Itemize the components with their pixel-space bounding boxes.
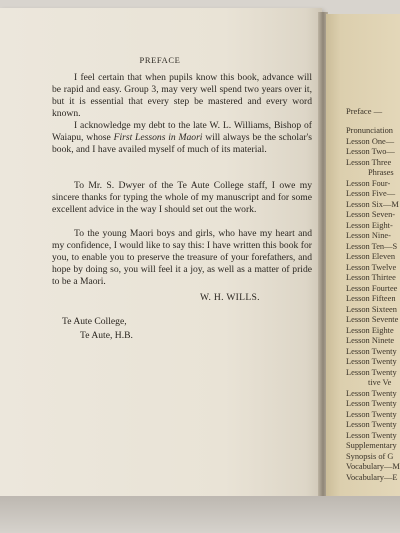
toc-entry: Lesson Eight- (346, 220, 393, 230)
toc-entry: Lesson Ten—S (346, 241, 398, 251)
author-signature: W. H. WILLS. (200, 292, 260, 303)
toc-entry: Phrases (368, 168, 394, 177)
toc-entry: Lesson Twelve (346, 262, 397, 272)
toc-heading: Preface — (346, 106, 383, 116)
toc-entry: tive Ve (368, 378, 392, 387)
toc-entry: Lesson Twenty (346, 420, 397, 429)
address-line-1: Te Aute College, (62, 316, 127, 327)
toc-entry: Lesson Seven- (346, 210, 396, 219)
toc-entry: Lesson Twenty (346, 430, 397, 440)
toc-entry: Lesson Twenty (346, 346, 397, 356)
toc-entry: Lesson Two— (346, 147, 395, 156)
toc-entry: Lesson Five— (346, 189, 396, 198)
toc-entry: Vocabulary—E (346, 472, 398, 482)
toc-entry: Lesson Sixteen (346, 304, 397, 314)
paragraph-2-tail: will always be the scholar's book, and I have availed myself of much of its material. (52, 132, 312, 155)
paragraph-3: To Mr. S. Dwyer of the Te Aute College staff, I owe my sincere thanks for typing the whole of my manuscript and for some excellent advice in the way I should set out the work. (52, 180, 312, 215)
toc-entry: Lesson Ninete (346, 336, 395, 345)
toc-entry: Lesson Sevente (346, 315, 399, 324)
page-title: PREFACE (139, 55, 181, 65)
toc-entry: Lesson Twenty (346, 388, 397, 398)
toc-entry: Lesson Eighte (346, 325, 394, 335)
toc-entry: Lesson One— (346, 136, 395, 146)
toc-entry: Lesson Twenty (346, 399, 397, 408)
toc-entry: Pronunciation (346, 126, 393, 135)
toc-entry: Lesson Three (346, 157, 392, 167)
toc-entry: Lesson Twenty (346, 367, 397, 377)
paragraph-2-lead: I acknowledge my debt to the late W. L. Williams, Bishop of Waiapu, whose (52, 120, 312, 143)
toc-entry: Lesson Nine- (346, 231, 391, 240)
toc-entry: Lesson Six—M (346, 199, 399, 209)
toc-entry: Lesson Eleven (346, 252, 396, 261)
paragraph-4: To the young Maori boys and girls, who have my heart and my confidence, I would like to say this: I have written this book for you, to enable you to preserve the treasure of your forefathers, and hope by doing so, you will feel it a joy, as well as a matter of pride to be a Maori. (52, 228, 312, 287)
toc-entry: Lesson Twenty (346, 357, 397, 366)
toc-entry: Synopsis of G (346, 451, 394, 461)
surface-shadow (0, 496, 400, 533)
toc-entry: Supplementary (346, 441, 397, 450)
paragraph-2 (52, 120, 312, 156)
table-of-contents (346, 126, 400, 483)
toc-entry: Lesson Twenty (346, 409, 397, 419)
address-line-2: Te Aute, H.B. (80, 330, 133, 341)
book-title-italic: First Lessons in Maori (113, 132, 203, 143)
toc-entry: Lesson Thirtee (346, 273, 396, 282)
toc-entry: Lesson Four- (346, 178, 391, 188)
toc-entry: Vocabulary—M (346, 462, 400, 471)
toc-entry: Lesson Fourtee (346, 283, 398, 293)
paragraph-1: I feel certain that when pupils know this book, advance will be rapid and easy. Group 3, may very well spend two years over it, but it is essential that every step be mastered and every word known. (52, 72, 312, 119)
right-page (326, 14, 400, 498)
toc-entry: Lesson Fifteen (346, 294, 396, 303)
